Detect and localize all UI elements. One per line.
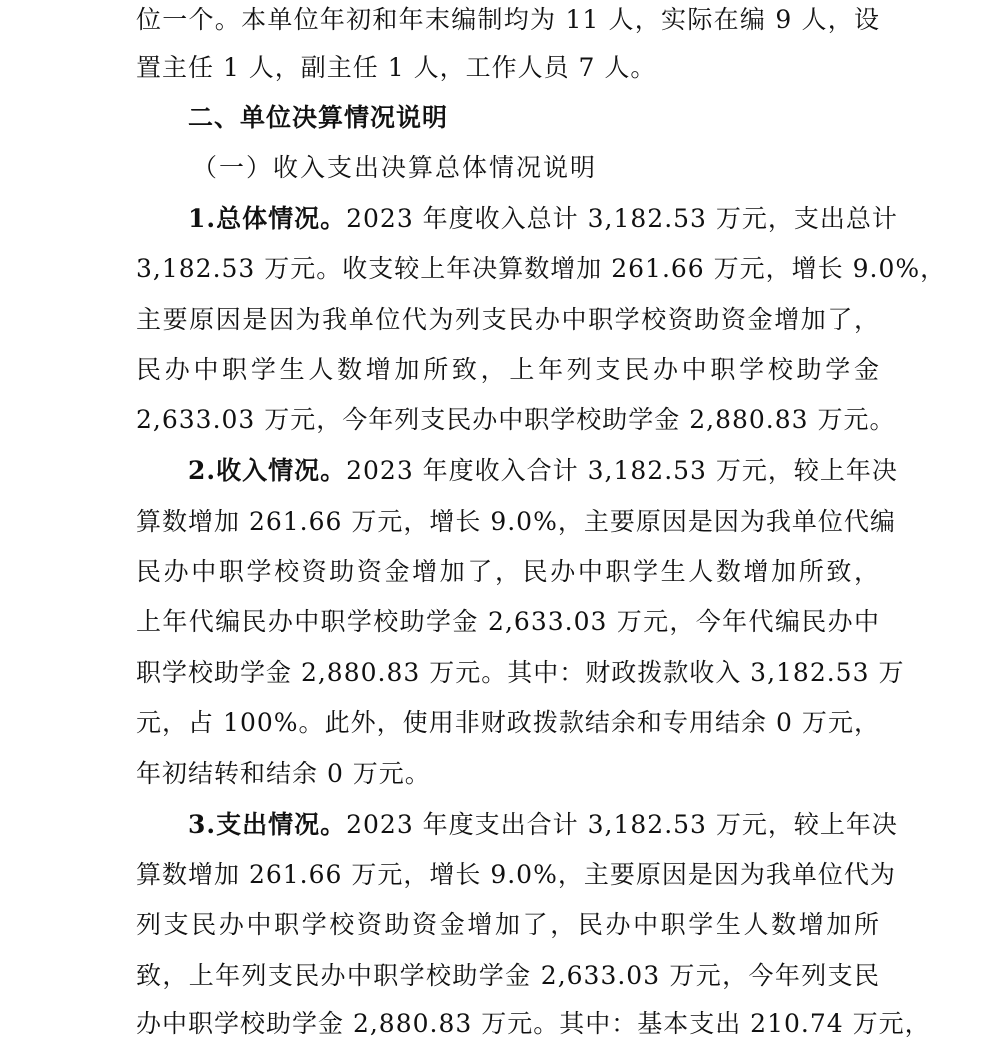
subsection-heading: （一）收入支出决算总体情况说明: [192, 153, 598, 182]
paragraph-text: 2023 年度支出合计 3,182.53 万元，较上年决: [346, 810, 898, 839]
text-line: 元，占 100%。此外，使用非财政拨款结余和专用结余 0 万元，: [136, 708, 880, 737]
paragraph-first-line: [188, 199, 898, 239]
section-heading: 二、单位决算情况说明: [188, 103, 449, 132]
text-line: 算数增加 261.66 万元，增长 9.0%，主要原因是因为我单位代编: [136, 507, 896, 536]
text-line: 民办中职学校资助资金增加了，民办中职学生人数增加所致，: [136, 557, 880, 586]
paragraph-lead: 1.总体情况。: [188, 204, 347, 233]
text-line: 3,182.53 万元。收支较上年决算数增加 261.66 万元，增长 9.0%，: [136, 254, 947, 283]
paragraph-first-line: [188, 805, 898, 845]
paragraph-text: 2023 年度收入总计 3,182.53 万元，支出总计: [346, 204, 898, 233]
text-line: 算数增加 261.66 万元，增长 9.0%，主要原因是因为我单位代为: [136, 860, 896, 889]
paragraph-text: 2023 年度收入合计 3,182.53 万元，较上年决: [346, 456, 898, 485]
text-line: 办中职学校助学金 2,880.83 万元。其中：基本支出 210.74 万元，: [136, 1009, 931, 1038]
paragraph-first-line: [188, 451, 898, 491]
text-line: 位一个。本单位年初和年末编制均为 11 人，实际在编 9 人，设: [136, 5, 880, 34]
text-line: 年初结转和结余 0 万元。: [136, 759, 431, 788]
text-line: 致，上年列支民办中职学校助学金 2,633.03 万元，今年列支民: [136, 961, 880, 990]
text-line: 列支民办中职学校资助资金增加了，民办中职学生人数增加所: [136, 910, 880, 939]
text-line: 民办中职学生人数增加所致，上年列支民办中职学校助学金: [136, 355, 880, 384]
text-line: 职学校助学金 2,880.83 万元。其中：财政拨款收入 3,182.53 万: [136, 658, 905, 687]
text-line: 置主任 1 人，副主任 1 人，工作人员 7 人。: [136, 53, 657, 82]
text-line: 上年代编民办中职学校助学金 2,633.03 万元，今年代编民办中: [136, 607, 880, 636]
paragraph-lead: 3.支出情况。: [188, 810, 347, 839]
paragraph-lead: 2.收入情况。: [188, 456, 347, 485]
text-line: 主要原因是因为我单位代为列支民办中职学校资助资金增加了，: [136, 305, 880, 334]
text-line: 2,633.03 万元，今年列支民办中职学校助学金 2,880.83 万元。: [136, 405, 896, 434]
